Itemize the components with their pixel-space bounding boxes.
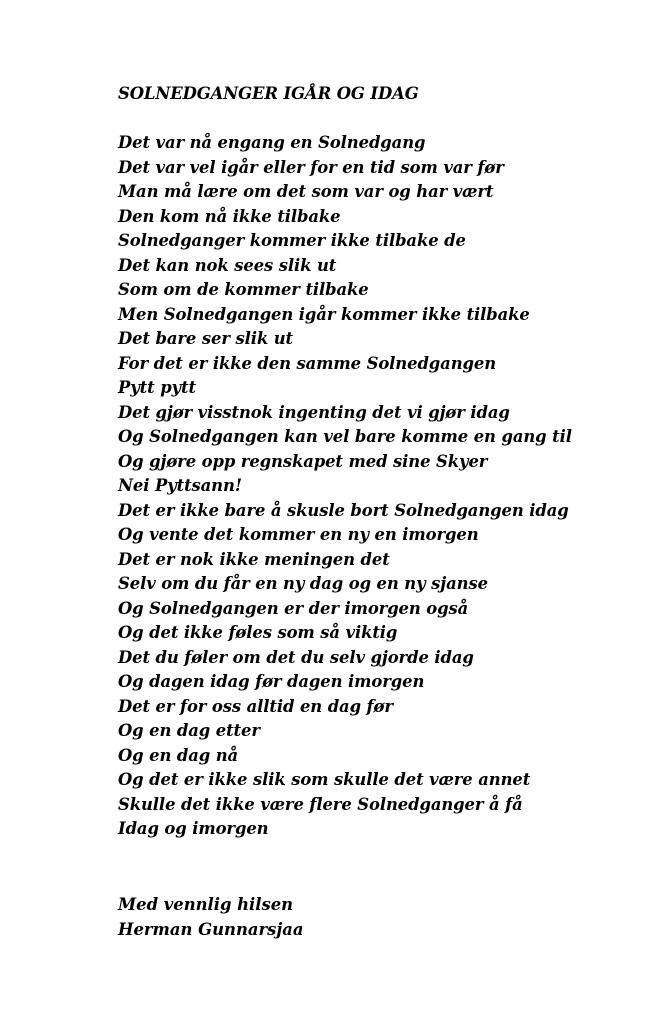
poem-line: Det du føler om det du selv gjorde idag bbox=[118, 647, 474, 667]
poem-line: Det gjør visstnok ingenting det vi gjør idag bbox=[118, 402, 510, 422]
poem-line: Men Solnedgangen igår kommer ikke tilbake bbox=[118, 304, 530, 324]
signature-name: Herman Gunnarsjaa bbox=[118, 919, 304, 939]
poem-line: Pytt pytt bbox=[118, 378, 196, 397]
poem bbox=[118, 82, 648, 842]
poem-line: Og Solnedgangen er der imorgen også bbox=[118, 598, 469, 618]
poem-line: Det kan nok sees slik ut bbox=[118, 255, 337, 275]
poem-line: Og en dag etter bbox=[118, 721, 260, 740]
poem-line: Selv om du får en ny dag og en ny sjanse bbox=[118, 574, 488, 593]
poem-line: Og Solnedgangen kan vel bare komme en gang til bbox=[118, 427, 572, 446]
poem-line: Det er nok ikke meningen det bbox=[118, 549, 390, 569]
poem-line: For det er ikke den samme Solnedgangen bbox=[118, 353, 497, 373]
poem-line: Man må lære om det som var og har vært bbox=[118, 182, 494, 201]
poem-line: Som om de kommer tilbake bbox=[118, 280, 369, 299]
poem-line: Og dagen idag før dagen imorgen bbox=[118, 672, 425, 691]
poem-line: Den kom nå ikke tilbake bbox=[118, 206, 341, 226]
signature-block bbox=[118, 893, 304, 942]
poem-title: SOLNEDGANGER IGÅR OG IDAG bbox=[118, 84, 419, 103]
poem-line: Det var nå engang en Solnedgang bbox=[118, 133, 426, 152]
poem-line: Og det ikke føles som så viktig bbox=[118, 623, 398, 642]
signature-greeting: Med vennlig hilsen bbox=[118, 895, 294, 914]
poem-line: Og gjøre opp regnskapet med sine Skyer bbox=[118, 451, 488, 471]
poem-line: Det er ikke bare å skusle bort Solnedgangen idag bbox=[118, 500, 569, 520]
poem-line: Det er for oss alltid en dag før bbox=[118, 696, 393, 716]
poem-lines bbox=[118, 131, 648, 842]
poem-line: Idag og imorgen bbox=[118, 819, 269, 838]
poem-line: Og vente det kommer en ny en imorgen bbox=[118, 525, 479, 544]
poem-line: Og det er ikke slik som skulle det være annet bbox=[118, 770, 531, 789]
poem-line: Skulle det ikke være flere Solnedganger å få bbox=[118, 794, 523, 814]
title-spacer bbox=[118, 107, 648, 132]
poem-line: Og en dag nå bbox=[118, 745, 239, 765]
poem-line: Solnedganger kommer ikke tilbake de bbox=[118, 231, 466, 250]
poem-line: Det bare ser slik ut bbox=[118, 329, 293, 348]
poem-line: Det var vel igår eller for en tid som var før bbox=[118, 157, 504, 177]
poem-line: Nei Pyttsann! bbox=[118, 476, 242, 495]
